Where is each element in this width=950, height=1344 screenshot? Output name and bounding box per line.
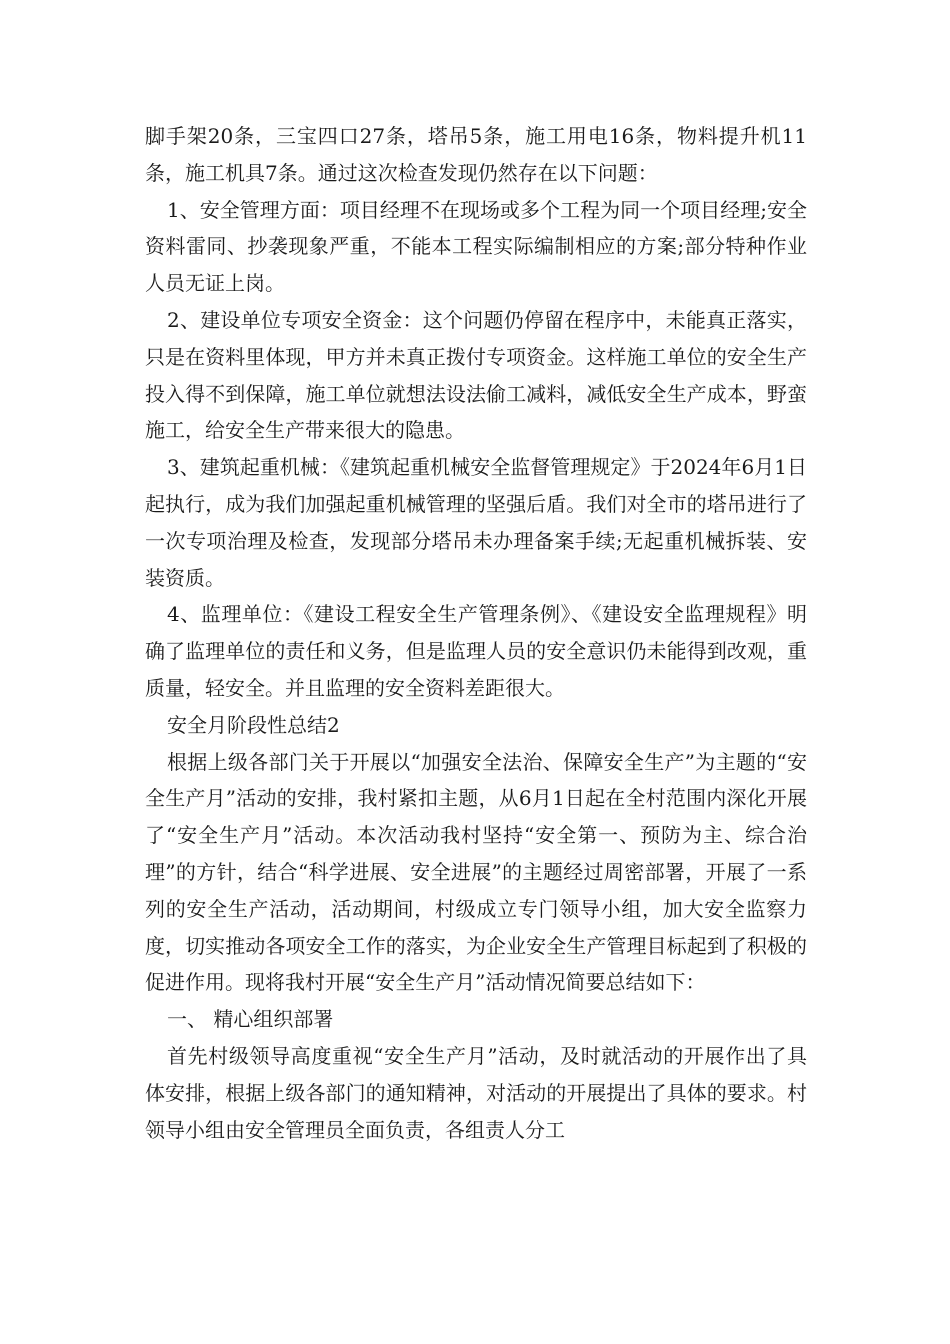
subheading-organization: 一、 精心组织部署: [167, 1007, 334, 1032]
paragraph-issue-safety-management: 1、安全管理方面：项目经理不在现场或多个工程为同一个项目经理;安全资料雷同、抄袭现象严重，不能本工程实际编制相应的方案;部分特种作业人员无证上岗。: [145, 197, 807, 296]
paragraph-summary-intro: 根据上级各部门关于开展以“加强安全法治、保障安全生产”为主题的“安全生产月”活动的安排，我村紧扣主题，从6月1日起在全村范围内深化开展了“安全生产月”活动。本次活动我村坚持“安全第一、预防为主、综合治理”的方针，结合“科学进展、安全进展”的主题经过周密部署，开展了一系列的安全生产活动，活动期间，村级成立专门领导小组，加大安全监察力度，切实推动各项安全工作的落实，为企业安全生产管理目标起到了积极的促进作用。现将我村开展“安全生产月”活动情况简要总结如下：: [145, 749, 807, 995]
document-page: [145, 118, 807, 1148]
paragraph-inspection-counts: 脚手架20条，三宝四口27条，塔吊5条，施工用电16条，物料提升机11条，施工机具7条。通过这次检查发现仍然存在以下问题：: [145, 124, 807, 185]
paragraph-organization: 首先村级领导高度重视“安全生产月”活动，及时就活动的开展作出了具体安排，根据上级各部门的通知精神，对活动的开展提出了具体的要求。村领导小组由安全管理员全面负责，各组责人分工: [145, 1043, 807, 1142]
paragraph-issue-special-funds: 2、建设单位专项安全资金：这个问题仍停留在程序中，未能真正落实，只是在资料里体现，甲方并未真正拨付专项资金。这样施工单位的安全生产投入得不到保障，施工单位就想法设法偷工减料，减低安全生产成本，野蛮施工，给安全生产带来很大的隐患。: [145, 307, 807, 443]
section-title-summary-2: 安全月阶段性总结2: [167, 712, 340, 737]
paragraph-issue-supervision: 4、监理单位：《建设工程安全生产管理条例》、《建设安全监理规程》明确了监理单位的责任和义务，但是监理人员的安全意识仍未能得到改观，重质量，轻安全。并且监理的安全资料差距很大。: [145, 602, 807, 700]
paragraph-issue-cranes: 3、建筑起重机械：《建筑起重机械安全监督管理规定》于2024年6月1日起执行，成为我们加强起重机械管理的坚强后盾。我们对全市的塔吊进行了一次专项治理及检查，发现部分塔吊未办理备案手续;无起重机械拆装、安装资质。: [145, 455, 807, 590]
